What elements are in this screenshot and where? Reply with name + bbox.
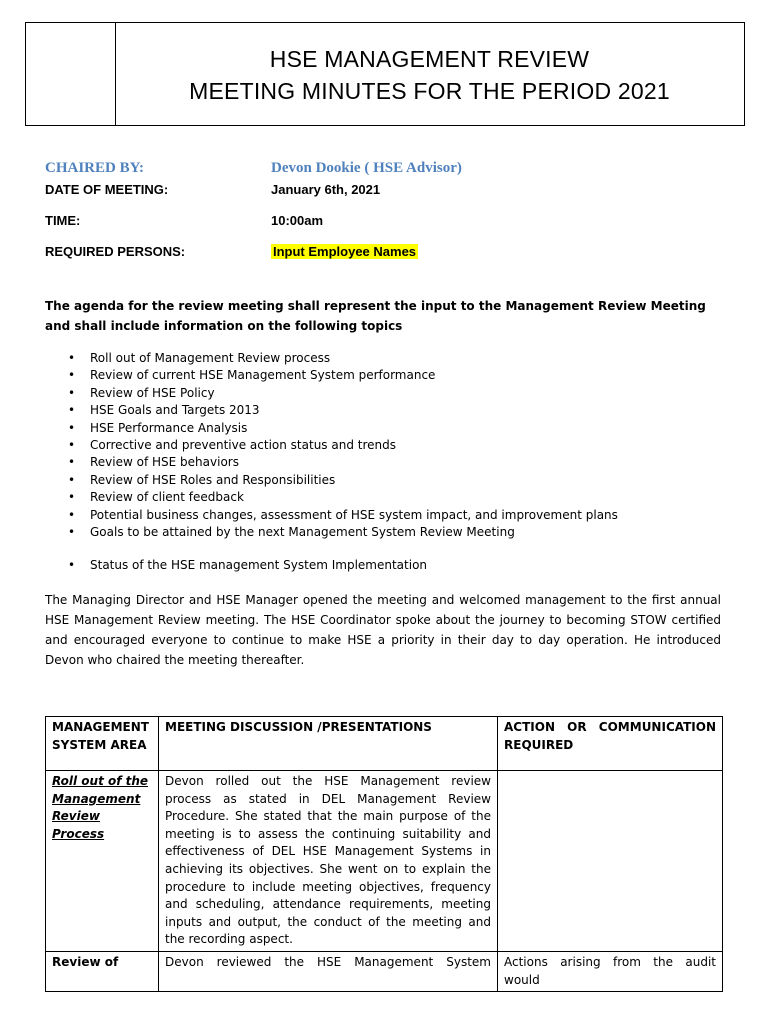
header-cell-area: MANAGEMENT SYSTEM AREA [46, 717, 159, 771]
table-row [46, 951, 723, 991]
status-agenda-text: Status of the HSE management System Implementation [90, 558, 428, 572]
date-value: January 6th, 2021 [271, 182, 381, 197]
agenda-item: • Review of current HSE Management System performance [68, 367, 728, 384]
agenda-item: • Roll out of Management Review process [68, 350, 728, 367]
table-row [46, 771, 723, 952]
agenda-item: • Corrective and preventive action status and trends [68, 437, 728, 454]
agenda-list [68, 350, 728, 541]
status-agenda-item [68, 558, 427, 572]
minutes-table [45, 716, 723, 992]
chaired-by-label: CHAIRED BY: [45, 160, 145, 176]
area-cell: Review of [46, 951, 159, 991]
action-cell [498, 771, 723, 952]
intro-paragraph: The Managing Director and HSE Manager opened the meeting and welcomed management to the first annual HSE Management Review meeting. The HSE Coordinator spoke about the journey to becoming STOW certified and encouraged everyone to continue to make HSE a priority in their day to day operation. He introduced Devon who chaired the meeting thereafter. [45, 593, 721, 667]
agenda-intro: The agenda for the review meeting shall represent the input to the Management Review Meeting and shall include information on the following topics [45, 299, 706, 333]
discussion-cell: Devon rolled out the HSE Management review process as stated in DEL Management Review Procedure. She stated that the main purpose of the meeting is to assess the continuing suitability and effectiveness of DEL HSE Management Systems in achieving its objectives. She went on to explain the procedure to include meeting objectives, frequency and scheduling, attendance requirements, meeting inputs and output, the conduct of the meeting and the recording aspect. [159, 771, 498, 952]
required-persons-label: REQUIRED PERSONS: [45, 244, 186, 259]
agenda-item: • HSE Goals and Targets 2013 [68, 402, 728, 419]
document-title-line-1: HSE MANAGEMENT REVIEW [269, 46, 590, 72]
agenda-item: • Review of client feedback [68, 489, 728, 506]
header-cell-discussion: MEETING DISCUSSION /PRESENTATIONS [159, 717, 498, 771]
time-value: 10:00am [271, 213, 324, 228]
agenda-item: • Review of HSE behaviors [68, 454, 728, 471]
agenda-item: • Review of HSE Policy [68, 385, 728, 402]
chaired-by-value: Devon Dookie ( HSE Advisor) [271, 160, 462, 176]
agenda-item: • Goals to be attained by the next Management System Review Meeting [68, 524, 728, 541]
bullet: • [68, 558, 76, 572]
area-link[interactable]: Roll out of the Management Review Process [52, 774, 149, 841]
agenda-item: • Potential business changes, assessment of HSE system impact, and improvement plans [68, 507, 728, 524]
time-label: TIME: [45, 213, 81, 228]
title-box [25, 22, 745, 126]
action-cell: Actions arising from the audit would [498, 951, 723, 991]
date-label: DATE OF MEETING: [45, 182, 169, 197]
required-persons-highlight: Input Employee Names [273, 244, 417, 259]
agenda-item: • Review of HSE Roles and Responsibilities [68, 472, 728, 489]
agenda-item: • HSE Performance Analysis [68, 420, 728, 437]
required-persons-value [271, 244, 418, 259]
table-header-row [46, 717, 723, 771]
area-cell [46, 771, 159, 952]
header-cell-action: ACTION OR COMMUNICATION REQUIRED [498, 717, 723, 771]
title-divider [115, 23, 116, 125]
discussion-cell: Devon reviewed the HSE Management System [159, 951, 498, 991]
document-title-line-2: MEETING MINUTES FOR THE PERIOD 2021 [189, 78, 670, 104]
